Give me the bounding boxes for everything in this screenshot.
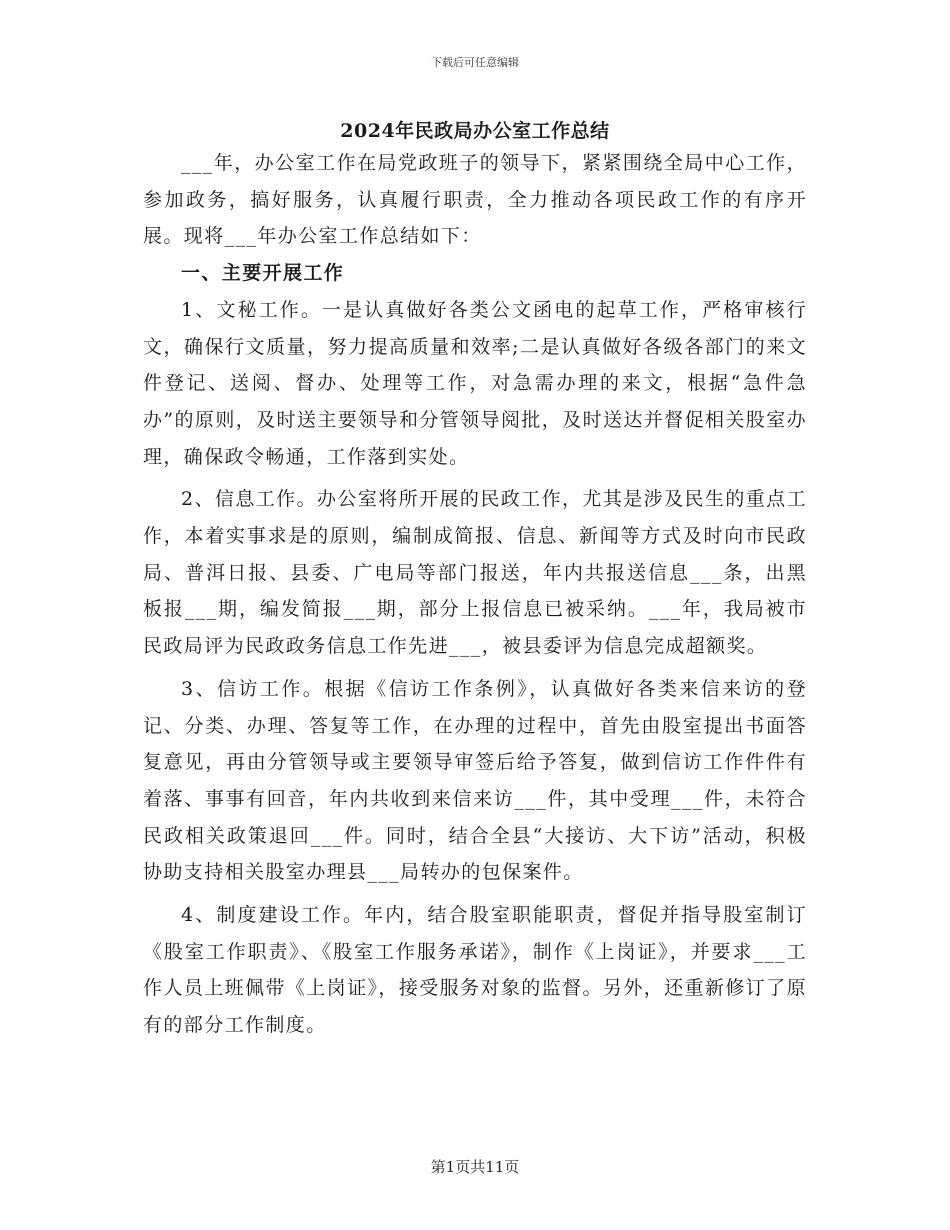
header-note: 下载后可任意编辑 xyxy=(431,56,519,69)
document-body xyxy=(143,145,807,1044)
page-footer: 第1页共11页 xyxy=(430,1158,520,1176)
intro-paragraph: ___年，办公室工作在局党政班子的领导下，紧紧围绕全局中心工作，参加政务，搞好服务，认真履行职责，全力推动各项民政工作的有序开展。现将___年办公室工作总结如下： xyxy=(143,152,807,248)
section-heading: 一、主要开展工作 xyxy=(181,262,345,285)
paragraph-xinxi: 2、信息工作。办公室将所开展的民政工作，尤其是涉及民生的重点工作，本着实事求是的原则，编制成简报、信息、新闻等方式及时向市民政局、普洱日报、县委、广电局等部门报送，年内共报送信息___条，出黑板报___期，编发简报___期，部分上报信息已被采纳。___年，我局被市民政局评为民政政务信息工作先进___，被县委评为信息完成超额奖。 xyxy=(143,488,807,658)
paragraph-zhidu: 4、制度建设工作。年内，结合股室职能职责，督促并指导股室制订《股室工作职责》、《股室工作服务承诺》，制作《上岗证》，并要求___工作人员上班佩带《上岗证》，接受服务对象的监督。另外，还重新修订了原有的部分工作制度。 xyxy=(143,904,807,1037)
document-title: 2024年民政局办公室工作总结 xyxy=(340,120,610,142)
paragraph-wenmi: 1、文秘工作。一是认真做好各类公文函电的起草工作，严格审核行文，确保行文质量，努力提高质量和效率;二是认真做好各级各部门的来文件登记、送阅、督办、处理等工作，对急需办理的来文，根据“急件急办”的原则，及时送主要领导和分管领导阅批，及时送达并督促相关股室办理，确保政令畅通，工作落到实处。 xyxy=(143,298,807,468)
paragraph-xinfang: 3、信访工作。根据《信访工作条例》，认真做好各类来信来访的登记、分类、办理、答复等工作，在办理的过程中，首先由股室提出书面答复意见，再由分管领导或主要领导审签后给予答复，做到信访工作件件有着落、事事有回音，年内共收到来信来访___件，其中受理___件，未符合民政相关政策退回___件。同时，结合全县“大接访、大下访”活动，积极协助支持相关股室办理县___局转办的包保案件。 xyxy=(143,677,807,884)
